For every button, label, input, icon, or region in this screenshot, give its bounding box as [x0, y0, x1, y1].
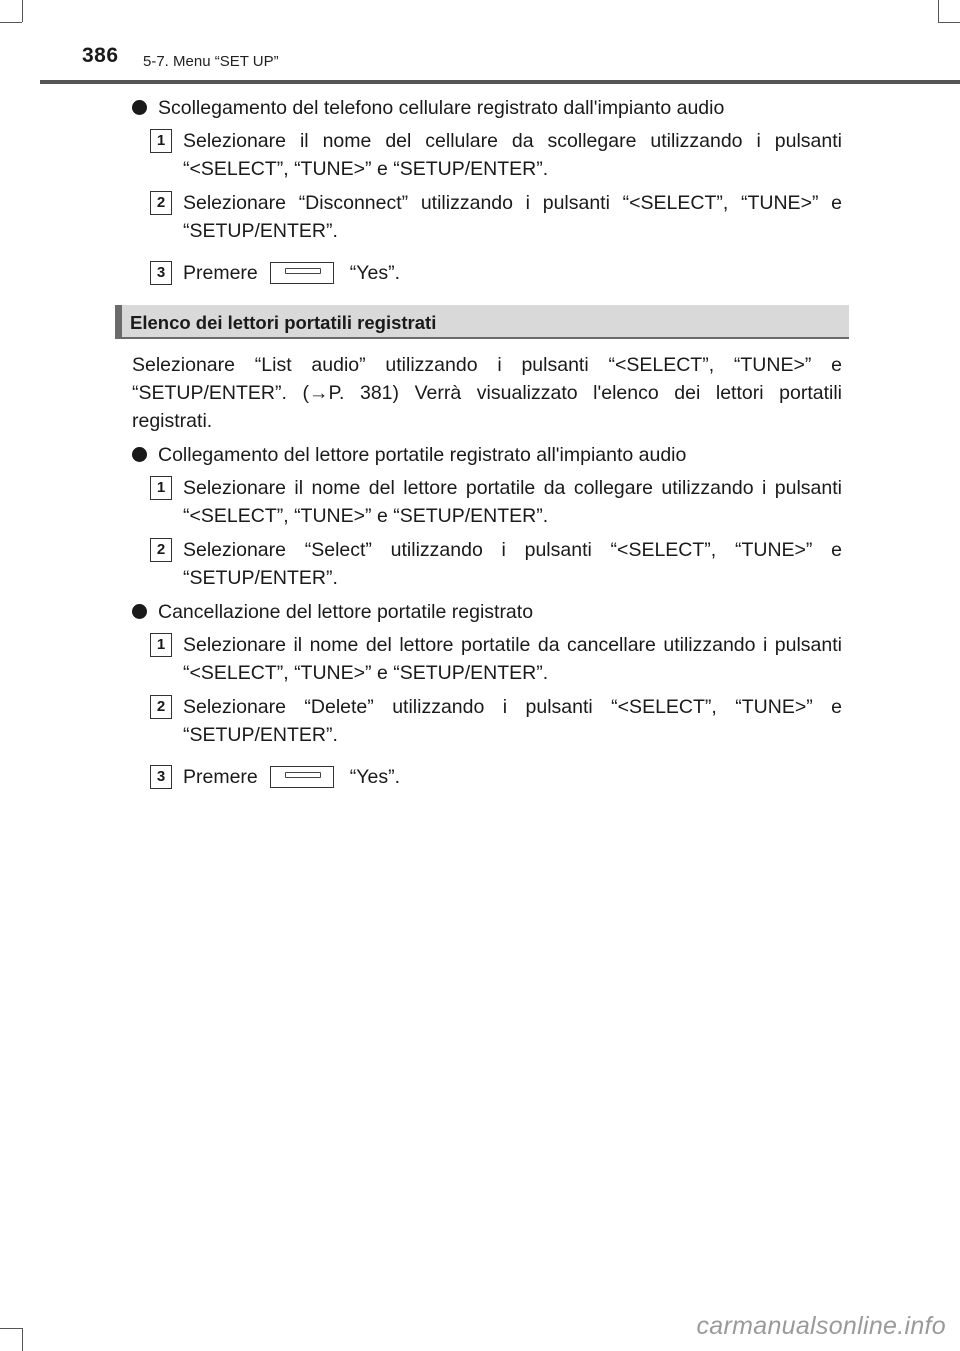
- watermark[interactable]: carmanualsonline.info: [696, 1312, 946, 1340]
- step-item: [132, 631, 842, 687]
- crop-mark: [0, 1328, 22, 1329]
- step-text: Selezionare “Delete” utilizzando i pulsanti “<SELECT”, “TUNE>” e “SETUP/ENTER”.: [183, 696, 842, 746]
- bullet-icon: [132, 604, 147, 619]
- step-text: Selezionare il nome del cellulare da scollegare utilizzando i pulsanti “<SELECT”, “TUNE>” e “SETUP/ENTER”.: [183, 130, 842, 180]
- bullet-connect-player: Collegamento del lettore portatile registrato all'impianto audio: [132, 441, 842, 469]
- step-item: [132, 259, 842, 287]
- step-text: Selezionare “Disconnect” utilizzando i pulsanti “<SELECT”, “TUNE>” e “SETUP/ENTER”.: [183, 192, 842, 242]
- step-item: [132, 474, 842, 530]
- step-number: 1: [150, 476, 172, 500]
- step-number: 3: [150, 261, 172, 285]
- bullet-disconnect-phone: Scollegamento del telefono cellulare registrato dall'impianto audio: [132, 94, 842, 122]
- step-item: [132, 189, 842, 245]
- step-text: Premere: [183, 262, 258, 284]
- soft-key-button-icon: [270, 262, 334, 284]
- step-number: 2: [150, 695, 172, 719]
- intro-paragraph: Selezionare “List audio” utilizzando i pulsanti “<SELECT”, “TUNE>” e “SETUP/ENTER”. (→P. 381) Verrà visualizzato l'elenco dei lettori portatili registrati.: [132, 354, 842, 432]
- step-item: [132, 693, 842, 749]
- step-item: [132, 763, 842, 791]
- page-content: [132, 94, 842, 797]
- crop-mark: [938, 0, 939, 22]
- step-text: Selezionare il nome del lettore portatile da cancellare utilizzando i pulsanti “<SELECT”, “TUNE>” e “SETUP/ENTER”.: [183, 634, 842, 684]
- step-number: 1: [150, 633, 172, 657]
- step-number: 2: [150, 191, 172, 215]
- crop-mark: [938, 22, 960, 23]
- crop-mark: [22, 1328, 23, 1351]
- bullet-icon: [132, 447, 147, 462]
- bullet-icon: [132, 100, 147, 115]
- soft-key-button-icon: [270, 766, 334, 788]
- section-header: [115, 305, 849, 339]
- step-text: Selezionare il nome del lettore portatile da collegare utilizzando i pulsanti “<SELECT”, “TUNE>” e “SETUP/ENTER”.: [183, 477, 842, 527]
- step-number: 3: [150, 765, 172, 789]
- step-item: [132, 536, 842, 592]
- step-text: “Yes”.: [349, 766, 400, 788]
- step-text: Selezionare “Select” utilizzando i pulsanti “<SELECT”, “TUNE>” e “SETUP/ENTER”.: [183, 539, 842, 589]
- crop-mark: [0, 22, 22, 23]
- page-number: 386: [82, 44, 119, 67]
- section-title: Elenco dei lettori portatili registrati: [130, 312, 437, 333]
- step-item: [132, 127, 842, 183]
- header-rule: [40, 80, 960, 84]
- step-number: 2: [150, 538, 172, 562]
- step-text: “Yes”.: [349, 262, 400, 284]
- step-text: Premere: [183, 766, 258, 788]
- chapter-title: 5-7. Menu “SET UP”: [143, 53, 279, 70]
- crop-mark: [22, 0, 23, 22]
- step-number: 1: [150, 129, 172, 153]
- bullet-delete-player: Cancellazione del lettore portatile registrato: [132, 598, 842, 626]
